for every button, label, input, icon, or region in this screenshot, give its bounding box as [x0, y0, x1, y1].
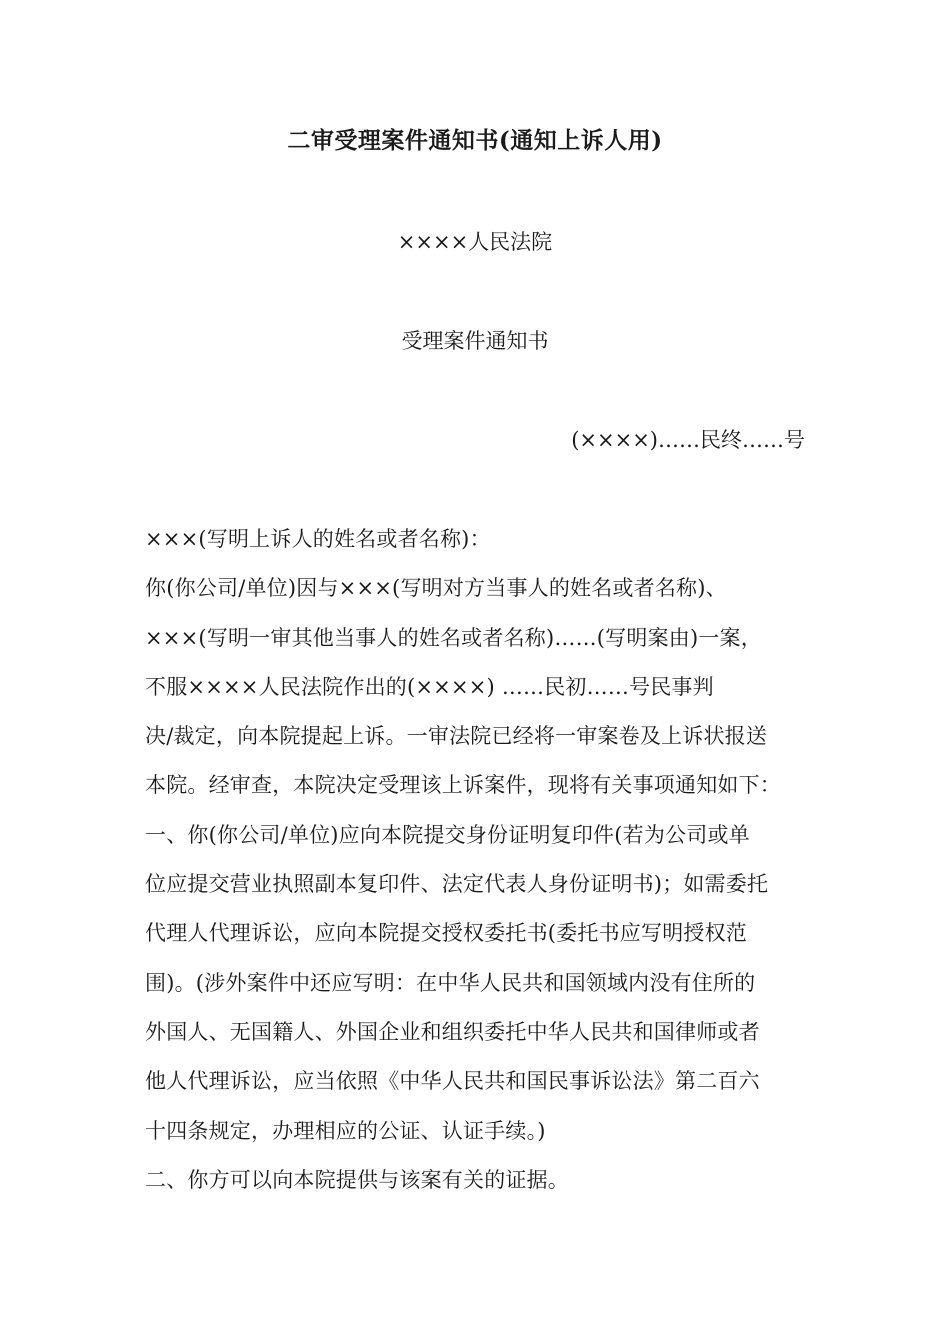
body-line: 位应提交营业执照副本复印件、法定代表人身份证明书)；如需委托	[145, 872, 769, 897]
body-line: 外国人、无国籍人、外国企业和组织委托中华人民共和国律师或者	[145, 1019, 760, 1044]
body-line: ×××(写明一审其他当事人的姓名或者名称)……(写明案由)一案，	[145, 625, 762, 650]
court-name: ××××人民法院	[397, 230, 553, 254]
document-title: 二审受理案件通知书(通知上诉人用)	[287, 127, 663, 154]
body-line: 十四条规定，办理相应的公证、认证手续。)	[145, 1118, 546, 1143]
body-line: 他人代理诉讼，应当依照《中华人民共和国民事诉讼法》第二百六	[145, 1069, 760, 1094]
body-line: 不服××××人民法院作出的(××××) ……民初……号民事判	[145, 674, 714, 699]
body-line-addressee: ×××(写明上诉人的姓名或者名称)：	[145, 527, 491, 551]
body-line: 本院。经审查，本院决定受理该上诉案件，现将有关事项通知如下：	[145, 773, 781, 798]
notice-body	[145, 523, 815, 1213]
case-number: (××××)……民终……号	[571, 428, 805, 452]
body-line-item-1: 一、你(你公司/单位)应向本院提交身份证明复印件(若为公司或单	[145, 822, 750, 847]
body-line: 代理人代理诉讼，应向本院提交授权委托书(委托书应写明授权范	[145, 921, 747, 946]
body-line: 你(你公司/单位)因与×××(写明对方当事人的姓名或者名称)、	[145, 576, 727, 601]
notice-type: 受理案件通知书	[401, 329, 549, 353]
body-line: 决/裁定，向本院提起上诉。一审法院已经将一审案卷及上诉状报送	[145, 724, 768, 749]
body-line-item-2: 二、你方可以向本院提供与该案有关的证据。	[145, 1167, 569, 1192]
body-line: 围)。(涉外案件中还应写明：在中华人民共和国领域内没有住所的	[145, 970, 756, 995]
